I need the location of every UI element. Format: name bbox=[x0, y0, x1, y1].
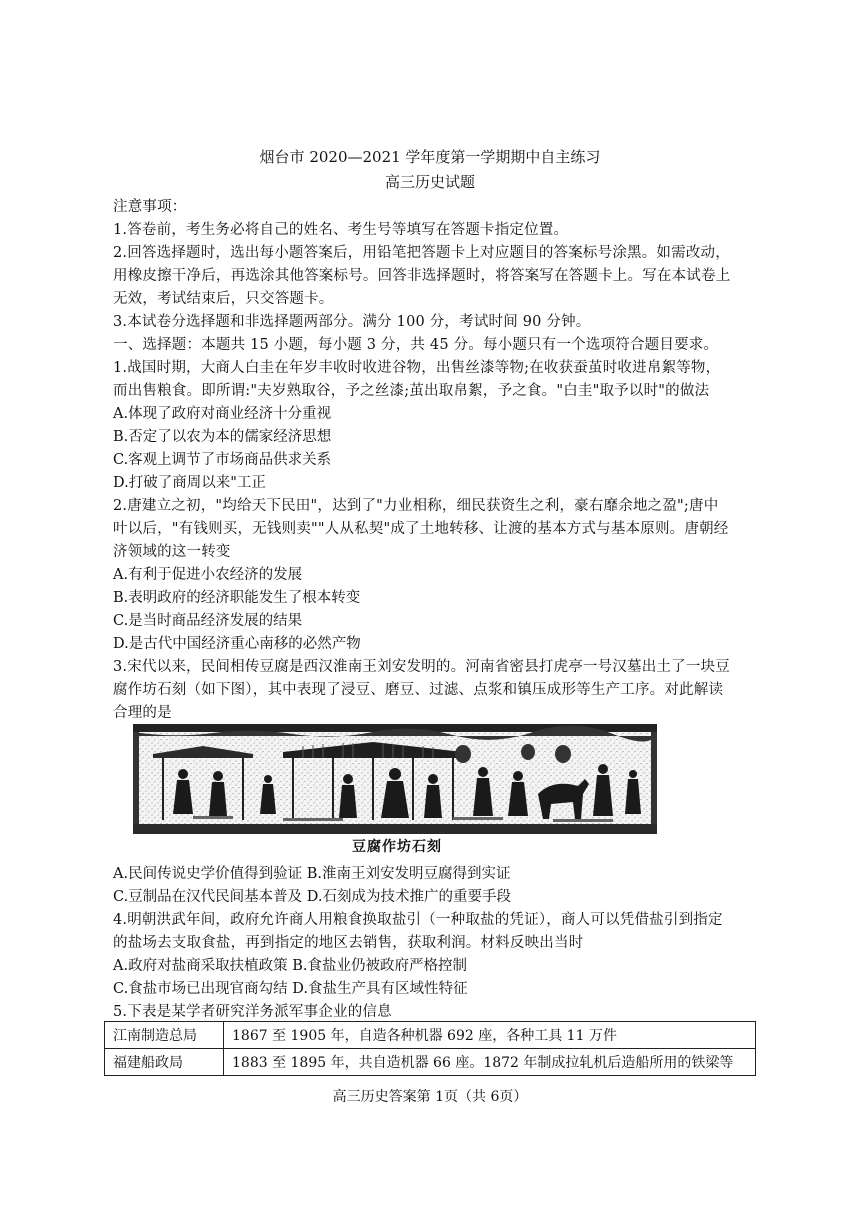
q1-option-a: A.体现了政府对商业经济十分重视 bbox=[113, 406, 332, 422]
q4-stem: 4.明朝洪武年间，政府允许商人用粮食换取盐引（一种取盐的凭证），商人可以凭借盐引到指定 bbox=[113, 912, 723, 928]
q4-option-cd: C.食盐市场已出现官商勾结 D.食盐生产具有区域性特征 bbox=[113, 981, 468, 997]
q2-stem: 2.唐建立之初，"均给天下民田"，达到了"力业相称，细民获资生之利，豪右靡余地之盈";唐中 bbox=[113, 498, 719, 514]
q1-option-b: B.否定了以农为本的儒家经济思想 bbox=[113, 429, 332, 445]
q1-option-c: C.客观上调节了市场商品供求关系 bbox=[113, 452, 332, 468]
q2-option-d: D.是古代中国经济重心南移的必然产物 bbox=[113, 636, 361, 652]
q2-option-c: C.是当时商品经济发展的结果 bbox=[113, 613, 303, 629]
table-cell-info: 1883 至 1895 年，共自造机器 66 座。1872 年制成拉轧机后造船所用的铁梁等 bbox=[224, 1049, 756, 1076]
figure-caption: 豆腐作坊石刻 bbox=[352, 839, 442, 855]
q3-option-ab: A.民间传说史学价值得到验证 B.淮南王刘安发明豆腐得到实证 bbox=[113, 866, 511, 882]
notice-heading: 注意事项： bbox=[113, 199, 187, 215]
q3-option-cd: C.豆制品在汉代民间基本普及 D.石刻成为技术推广的重要手段 bbox=[113, 889, 512, 905]
table-row bbox=[105, 1022, 756, 1049]
q3-stem: 3.宋代以来，民间相传豆腐是西汉淮南王刘安发明的。河南省密县打虎亭一号汉墓出土了一块豆 bbox=[113, 659, 730, 675]
notice-line: 用橡皮擦干净后，再选涂其他答案标号。回答非选择题时，将答案写在答题卡上。写在本试卷上 bbox=[113, 268, 731, 284]
notice-line: 3.本试卷分选择题和非选择题两部分。满分 100 分，考试时间 90 分钟。 bbox=[113, 314, 591, 330]
q1-stem: 1.战国时期，大商人白圭在年岁丰收时收进谷物，出售丝漆等物;在收获蚕茧时收进帛絮等物， bbox=[113, 360, 721, 376]
notice-line: 2.回答选择题时，选出每小题答案后，用铅笔把答题卡上对应题目的答案标号涂黑。如需改动， bbox=[113, 245, 730, 261]
page-footer: 高三历史答案第 1页（共 6页） bbox=[332, 1089, 528, 1105]
tofu-workshop-stone-carving-image bbox=[133, 724, 657, 834]
stone-carving-illustration bbox=[133, 724, 657, 834]
notice-line: 无效，考试结束后，只交答题卡。 bbox=[113, 291, 334, 307]
q2-option-b: B.表明政府的经济职能发生了根本转变 bbox=[113, 590, 361, 606]
q2-option-a: A.有利于促进小农经济的发展 bbox=[113, 567, 303, 583]
q1-stem: 而出售粮食。即所谓:"夫岁熟取谷，予之丝漆;茧出取帛絮，予之食。"白圭"取予以时"的做法 bbox=[113, 383, 710, 399]
q2-stem: 济领域的这一转变 bbox=[113, 544, 231, 560]
notice-line: 1.答卷前，考生务必将自己的姓名、考生号等填写在答题卡指定位置。 bbox=[113, 222, 569, 238]
q2-stem: 叶以后，"有钱则买，无钱则卖""人从私契"成了土地转移、让渡的基本方式与基本原则。唐朝经 bbox=[113, 521, 729, 537]
q4-stem: 的盐场去支取食盐，再到指定的地区去销售，获取利润。材料反映出当时 bbox=[113, 935, 584, 951]
table-cell-name: 江南制造总局 bbox=[105, 1022, 224, 1049]
q1-option-d: D.打破了商周以来"工正 bbox=[113, 475, 266, 491]
table-cell-info: 1867 至 1905 年，自造各种机器 692 座，各种工具 11 万件 bbox=[224, 1022, 756, 1049]
exam-subtitle: 高三历史试题 bbox=[384, 173, 475, 191]
q5-stem: 5.下表是某学者研究洋务派军事企业的信息 bbox=[113, 1004, 392, 1020]
q3-stem: 腐作坊石刻（如下图），其中表现了浸豆、磨豆、过滤、点浆和镇压成形等生产工序。对此解读 bbox=[113, 682, 724, 698]
military-enterprise-table bbox=[104, 1021, 756, 1076]
exam-title: 烟台市 2020—2021 学年度第一学期期中自主练习 bbox=[259, 148, 601, 166]
q4-option-ab: A.政府对盐商采取扶植政策 B.食盐业仍被政府严格控制 bbox=[113, 958, 467, 974]
q3-stem: 合理的是 bbox=[113, 705, 172, 721]
table-cell-name: 福建船政局 bbox=[105, 1049, 224, 1076]
section-heading: 一、选择题：本题共 15 小题，每小题 3 分，共 45 分。每小题只有一个选项符合题目要求。 bbox=[113, 337, 719, 353]
table-row bbox=[105, 1049, 756, 1076]
